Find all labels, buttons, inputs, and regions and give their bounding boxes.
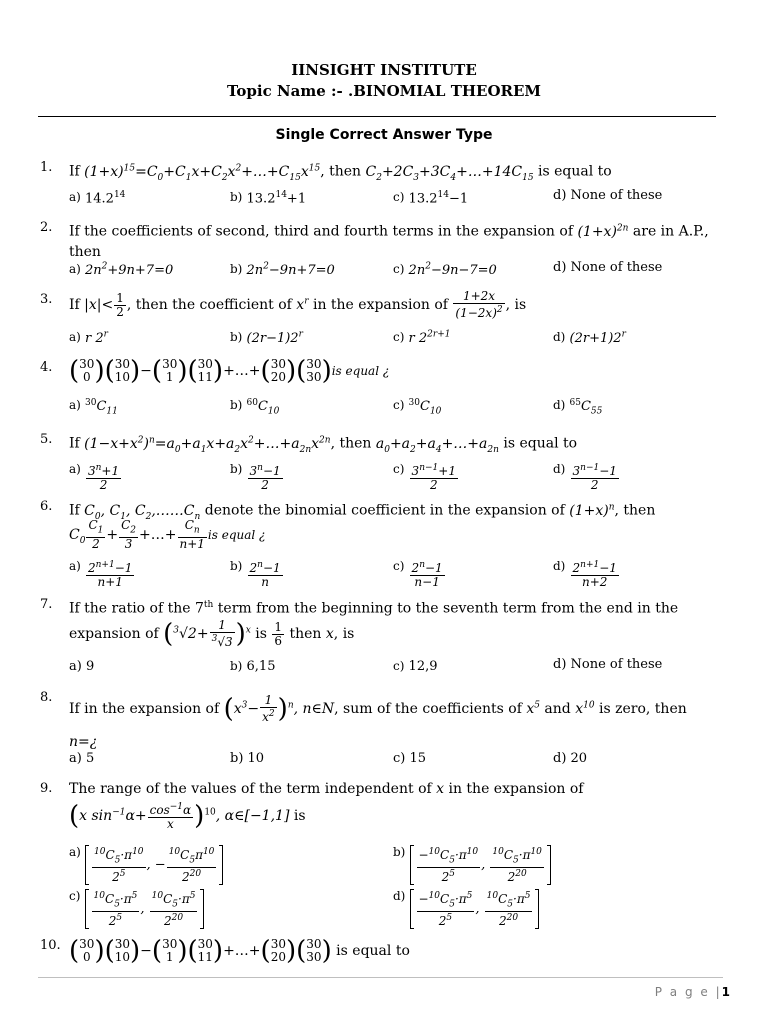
question-number: 7. xyxy=(40,597,53,612)
option-d: d) None of these xyxy=(553,188,663,203)
section-title: Single Correct Answer Type xyxy=(275,127,493,143)
question-text: If the coefficients of second, third and fourth terms in the expansion of $(1+x)^{2n}$ are in A.P., then xyxy=(69,223,709,260)
question-text: If $C_0$, $C_1$, $C_2,\dots\dots C_n$ denote the binomial coefficient in the expansion of $(1+x)^n$, then xyxy=(69,502,656,522)
question-number: 5. xyxy=(40,432,53,447)
page-label: P a g e | xyxy=(654,985,722,999)
option-a: a) $2n^2+9n+7=0$ xyxy=(69,262,174,279)
question-number: 6. xyxy=(40,499,53,514)
option-a: a) 5 xyxy=(69,751,95,766)
topic-name: Topic Name :- .BINOMIAL THEOREM xyxy=(226,82,542,100)
option-c: c) $2n^2-9n-7=0$ xyxy=(393,262,497,279)
question-text: (30 0 )(30 10)−(30 1 )(30 11)+…+(30 20)(30 30)is equal ¿ xyxy=(69,356,390,386)
page-number: 1 xyxy=(721,985,730,999)
page-header xyxy=(0,60,768,102)
question-number: 9. xyxy=(40,781,53,796)
option-d: d) $\frac{3^{n-1}-1}{2}$ xyxy=(553,462,617,492)
header-rule xyxy=(38,116,716,117)
question-text: If the ratio of the 7th term from the beginning to the seventh term from the end in the xyxy=(69,600,679,617)
option-c: c) $^{30}C_{10}$ xyxy=(393,398,442,417)
option-a: a) $\frac{2^{n+1}-1}{n+1}$ xyxy=(69,559,133,589)
option-c: c) r $2^{2r+1}$ xyxy=(393,330,451,347)
question-number: 3. xyxy=(40,292,53,307)
question-number: 10. xyxy=(40,938,61,953)
question-text: If |x|< $\frac{1}{2}$ , then the coefficient of $x^r$ in the expansion of $\frac{1+2x}{(1-2x)^2}$ , is xyxy=(69,289,527,320)
option-b: b) $\frac{2^n-1}{n}$ xyxy=(230,559,281,589)
option-b: b) 10 xyxy=(230,751,265,766)
option-c: c) 12,9 xyxy=(393,659,438,674)
question-text: If in the expansion of ($x^3-$ $\frac{1}{x^2}$ )$^n$, n∈N, sum of the coefficients of $x^5$ and $x^{10}$ is zero, then xyxy=(69,693,687,724)
option-a: a) $\frac{^{10}C_5\cdot\pi^{10}}{2^5}$ , − $\frac{^{10}C_5\pi^{10}}{2^{20}}$ xyxy=(69,845,223,885)
option-b: b) $13.2^{14}+1$ xyxy=(230,190,307,207)
option-a: a) $\frac{3^n+1}{2}$ xyxy=(69,462,120,492)
option-c: c) 15 xyxy=(393,751,427,766)
option-b: b) 6,15 xyxy=(230,659,276,674)
option-b: b) $\frac{3^n-1}{2}$ xyxy=(230,462,281,492)
option-b: b) $2n^2-9n+7=0$ xyxy=(230,262,335,279)
question-number: 2. xyxy=(40,220,53,235)
question-number: 1. xyxy=(40,160,53,175)
option-a: a) r 2$^r$ xyxy=(69,330,108,347)
option-c: c) $\frac{3^{n-1}+1}{2}$ xyxy=(393,462,456,492)
option-d: d) None of these xyxy=(553,260,663,275)
option-d: d) None of these xyxy=(553,657,663,672)
option-c: c) $13.2^{14}-1$ xyxy=(393,190,469,207)
option-b: b) $(2r-1)2^r$ xyxy=(230,330,303,347)
question-number: 8. xyxy=(40,690,53,705)
question-number: 4. xyxy=(40,360,53,375)
option-b: b) $^{60}C_{10}$ xyxy=(230,398,280,417)
question-text-line2: n=¿ xyxy=(69,734,98,750)
question-expression: $C_0$ $\frac{C_1}{2}$ + $\frac{C_2}{3}$ +…+ $\frac{C_n}{n+1}$ is equal ¿ xyxy=(69,518,266,552)
institute-name: IINSIGHT INSTITUTE xyxy=(291,61,477,79)
question-expression: expansion of ($^3$√2+ $\frac{1}{^3√3}$ )$^x$ is $\frac{1}{6}$ then x, is xyxy=(69,618,355,649)
option-d: d) $(2r+1)2^r$ xyxy=(553,330,626,347)
option-c: c) $\frac{^{10}C_5\cdot\pi^5}{2^5}$ , $\frac{^{10}C_5\cdot\pi^5}{2^{20}}$ xyxy=(69,889,204,929)
option-d: d) $\frac{-^{10}C_5\cdot\pi^5}{2^5}$ , $\frac{^{10}C_5\cdot\pi^5}{2^{20}}$ xyxy=(393,889,539,929)
question-text: If $(1+x)^{15}=C_0+C_1x+C_2x^2+\dots+C_{15}x^{15}$, then $C_2+2C_3+3C_4+\dots+14C_{15}$ is equal to xyxy=(69,163,612,183)
option-a: a) 14.2$^{14}$ xyxy=(69,190,126,207)
question-text: If $(1-x+x^2)^n=a_0+a_1x+a_2x^2+\dots+a_{2n}x^{2n}$, then $a_0+a_2+a_4+\dots+a_{2n}$ is equal to xyxy=(69,435,578,455)
option-b: b) $\frac{-^{10}C_5\cdot\pi^{10}}{2^5}$ , $\frac{^{10}C_5\cdot\pi^{10}}{2^{20}}$ xyxy=(393,845,551,885)
option-a: a) 9 xyxy=(69,659,95,674)
question-text: The range of the values of the term independent of x in the expansion of xyxy=(69,781,584,797)
question-expression: (x $\sin^{-1}\alpha+$ $\frac{\cos^{-1}\alpha}{x}$ )$^{10}$, α∈[−1,1] is xyxy=(69,801,306,831)
question-text: (30 0 )(30 10)−(30 1 )(30 11)+…+(30 20)(30 30) is equal to xyxy=(69,936,410,966)
option-d: d) $\frac{2^{n+1}-1}{n+2}$ xyxy=(553,559,617,589)
option-a: a) $^{30}C_{11}$ xyxy=(69,398,118,417)
option-d: d) $^{65}C_{55}$ xyxy=(553,398,603,417)
option-d: d) 20 xyxy=(553,751,588,766)
footer-rule xyxy=(38,977,723,978)
page-footer xyxy=(0,985,730,999)
option-c: c) $\frac{2^n-1}{n-1}$ xyxy=(393,559,443,589)
